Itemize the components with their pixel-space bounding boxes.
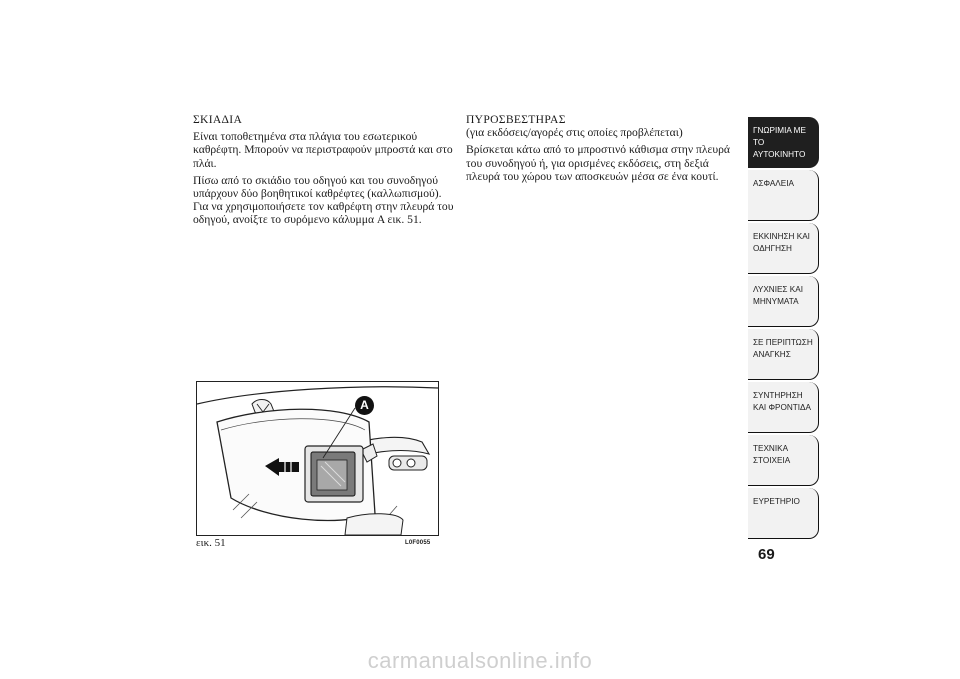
tab-in-an-emergency[interactable]: [748, 329, 819, 380]
left-column: [193, 113, 455, 231]
watermark: carmanualsonline.info: [367, 648, 593, 673]
fire-extinguisher-subheading: (για εκδόσεις/αγορές στις οποίες προβλέπεται): [466, 126, 683, 140]
page-number: 69: [758, 546, 775, 563]
tab-getting-to-know-the-car[interactable]: [748, 117, 819, 168]
fire-extinguisher-paragraph: Βρίσκεται κάτω από το μπροστινό κάθισμα στην πλευρά του συνοδηγού ή, για ορισμένες εκδόσεις, στη δεξιά πλευρά του χώρου των αποσκευών μέσα σε ένα κουτί.: [466, 143, 730, 183]
sun-visors-heading: ΣΚΙΑΔΙΑ: [193, 113, 243, 126]
tab-label: ΣΕ ΠΕΡΙΠΤΩΣΗ ΑΝΑΓΚΗΣ: [753, 338, 813, 359]
sun-visor-drawing: [197, 382, 438, 535]
tab-servicing-and-care[interactable]: [748, 382, 819, 433]
tab-label: ΑΣΦΑΛΕΙΑ: [753, 179, 794, 188]
figure-code: L0F0055: [405, 540, 431, 546]
right-column: [466, 113, 738, 187]
chapter-index: [748, 117, 819, 541]
tab-starting-and-driving[interactable]: [748, 223, 819, 274]
tab-label: ΣΥΝΤΗΡΗΣΗ ΚΑΙ ΦΡΟΝΤΙΔΑ: [753, 391, 811, 412]
callout-badge: [355, 396, 374, 415]
sun-visor-illustration: [196, 381, 439, 536]
tab-label: ΤΕΧΝΙΚΑ ΣΤΟΙΧΕΙΑ: [753, 444, 791, 465]
tab-label: ΕΥΡΕΤΗΡΙΟ: [753, 497, 800, 506]
fire-extinguisher-heading: ΠΥΡΟΣΒΕΣΤΗΡΑΣ: [466, 113, 566, 126]
callout-label: A: [360, 398, 369, 412]
tab-warning-lights-and-messages[interactable]: [748, 276, 819, 327]
tab-index[interactable]: [748, 488, 819, 539]
tab-label: ΕΚΚΙΝΗΣΗ ΚΑΙ ΟΔΗΓΗΣΗ: [753, 232, 810, 253]
figure-caption: εικ. 51: [196, 537, 226, 549]
tab-safety[interactable]: [748, 170, 819, 221]
sun-visors-paragraph-2: Πίσω από το σκιάδιο του οδηγού και του συνοδηγού υπάρχουν δύο βοηθητικοί καθρέφτες (καλλωπισμού). Για να χρησιμοποιήσετε τον καθρέφτη στην πλευρά του οδηγού, ανοίξτε το συρόμενο κάλυμμα A εικ. 51.: [193, 173, 454, 227]
tab-label: ΓΝΩΡΙΜΙΑ ΜΕ ΤΟ ΑΥΤΟΚΙΝΗΤΟ: [753, 126, 806, 159]
sun-visors-paragraph-1: Είναι τοποθετημένα στα πλάγια του εσωτερικού καθρέφτη. Μπορούν να περιστραφούν μπροστά και στο πλάι.: [193, 130, 453, 170]
tab-technical-specifications[interactable]: [748, 435, 819, 486]
tab-label: ΛΥΧΝΙΕΣ ΚΑΙ ΜΗΝΥΜΑΤΑ: [753, 285, 803, 306]
